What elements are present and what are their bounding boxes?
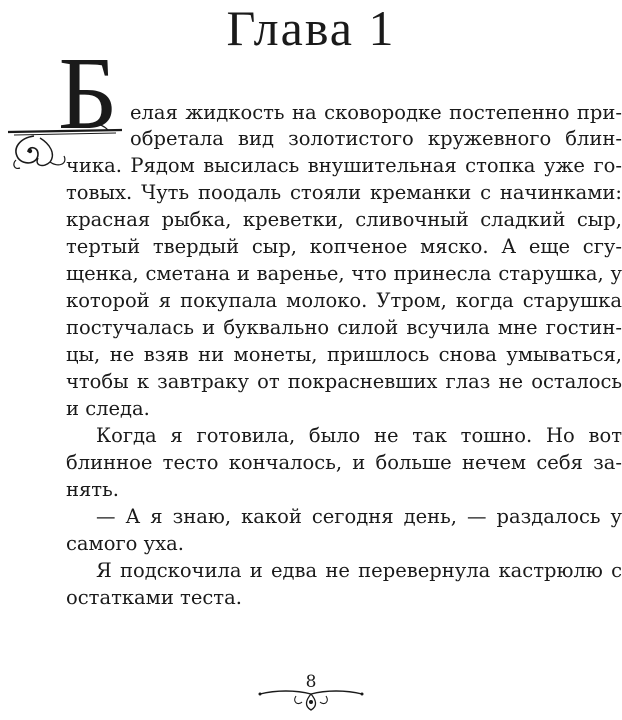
page-number: 8 [305, 672, 317, 692]
text-line: которой я покупала молоко. Утром, когда старушка [66, 289, 622, 312]
drop-cap: Б [58, 36, 118, 151]
flourish-ornament-icon [256, 684, 366, 714]
text-line: тертый твердый сыр, копченое мяско. А еще сгу- [66, 235, 622, 258]
text-line: обретала вид золотистого кружевного блин- [130, 127, 622, 150]
text-line: елая жидкость на сковородке постепенно при- [130, 101, 622, 124]
text-line: красная рыбка, креветки, сливочный сладкий сыр, [66, 208, 622, 231]
text-line: нять. [66, 478, 119, 501]
text-line: товых. Чуть поодаль стояли креманки с начинками: [66, 181, 622, 204]
text-line: цы, не взяв ни монеты, пришлось снова умываться, [66, 343, 622, 366]
text-line: самого уха. [66, 532, 184, 555]
text-line: чика. Рядом высилась внушительная стопка уже го- [66, 154, 622, 177]
text-line: Когда я готовила, было не так тошно. Но вот [96, 424, 622, 447]
text-line: Я подскочила и едва не перевернула кастрюлю с [96, 559, 622, 582]
text-line: — А я знаю, какой сегодня день, — раздалось у [96, 505, 622, 528]
text-line: остатками теста. [66, 586, 242, 609]
text-line: и следа. [66, 397, 150, 420]
chapter-title: Глава 1 [226, 0, 396, 56]
text-line: блинное тесто кончалось, и больше нечем себя за- [66, 451, 622, 474]
text-line: щенка, сметана и варенье, что принесла старушка, у [66, 262, 622, 285]
text-line: чтобы к завтраку от покрасневших глаз не осталось [66, 370, 622, 393]
text-line: постучалась и буквально силой всучила мне гостин- [66, 316, 622, 339]
